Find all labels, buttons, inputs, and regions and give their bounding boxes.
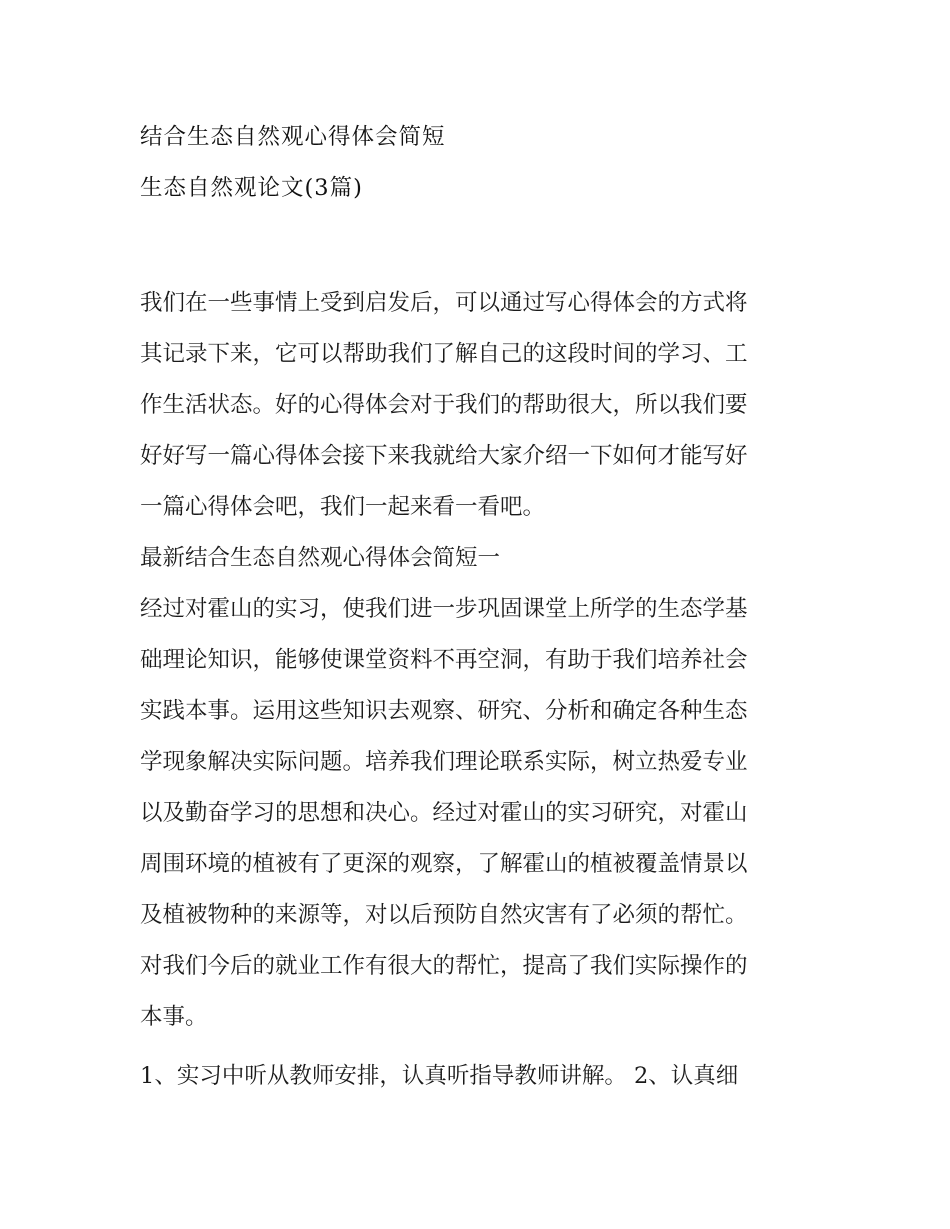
- list-line: 1、实习中听从教师安排，认真听指导教师讲解。 2、认真细: [140, 1063, 739, 1089]
- section-line: 经过对霍山的实习，使我们进一步巩固课堂上所学的生态学基: [140, 596, 748, 622]
- intro-line: 我们在一些事情上受到启发后，可以通过写心得体会的方式将: [140, 290, 748, 316]
- section-line: 本事。: [140, 1004, 208, 1030]
- section-line: 以及勤奋学习的思想和决心。经过对霍山的实习研究，对霍山: [140, 800, 748, 826]
- section-line: 学现象解决实际问题。培养我们理论联系实际，树立热爱专业: [140, 749, 748, 775]
- section-line: 对我们今后的就业工作有很大的帮忙，提高了我们实际操作的: [140, 953, 748, 979]
- intro-line: 一篇心得体会吧，我们一起来看一看吧。: [140, 494, 546, 520]
- section-line: 及植被物种的来源等，对以后预防自然灾害有了必须的帮忙。: [140, 902, 748, 928]
- intro-line: 好好写一篇心得体会接下来我就给大家介绍一下如何才能写好: [140, 443, 748, 469]
- document-body: [140, 278, 820, 1102]
- intro-paragraph: [140, 278, 820, 533]
- section-heading: 最新结合生态自然观心得体会简短一: [140, 545, 501, 571]
- paragraph-spacer: [140, 1043, 820, 1051]
- title-line-1: 结合生态自然观心得体会简短: [140, 124, 446, 150]
- section-line: 周围环境的植被有了更深的观察，了解霍山的植被覆盖情景以: [140, 851, 748, 877]
- section-line: 实践本事。运用这些知识去观察、研究、分析和确定各种生态: [140, 698, 748, 724]
- section-paragraph: [140, 584, 820, 1043]
- section-line: 础理论知识，能够使课堂资料不再空洞，有助于我们培养社会: [140, 647, 748, 673]
- title-line-2: 生态自然观论文(3篇): [140, 175, 363, 201]
- intro-line: 作生活状态。好的心得体会对于我们的帮助很大，所以我们要: [140, 392, 748, 418]
- intro-line: 其记录下来，它可以帮助我们了解自己的这段时间的学习、工: [140, 341, 748, 367]
- document-title: [140, 112, 830, 214]
